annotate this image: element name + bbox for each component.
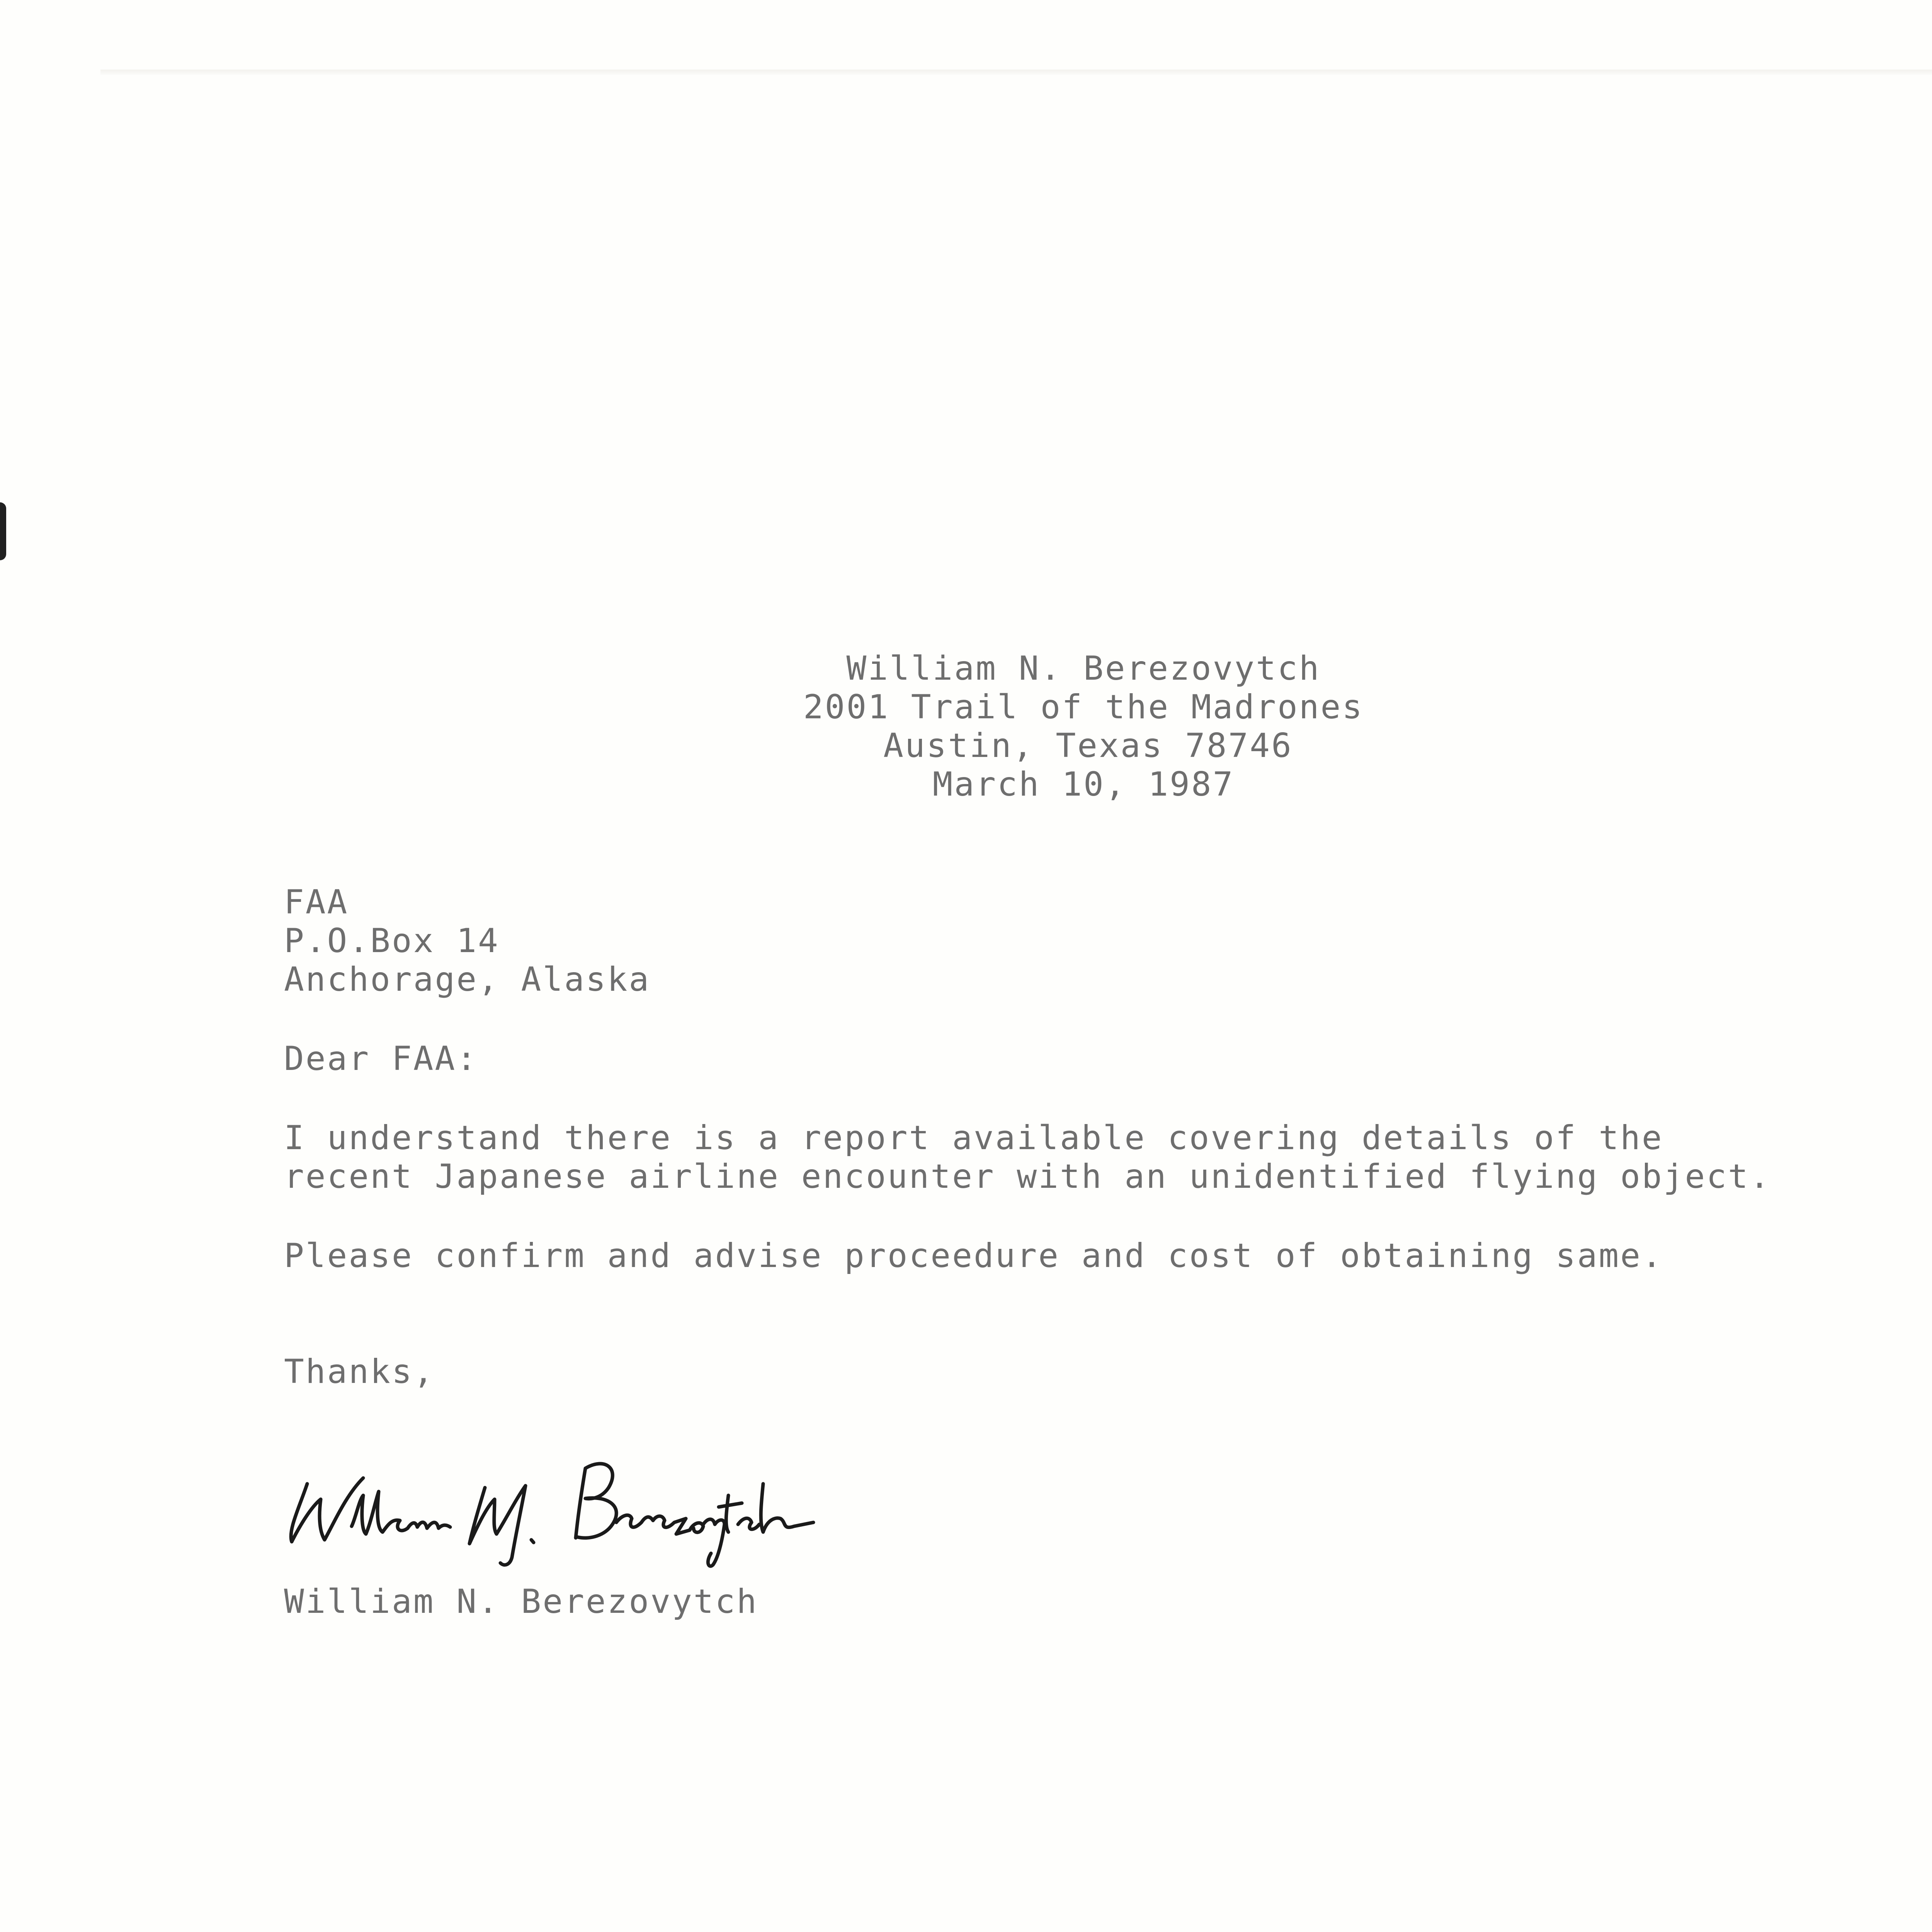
typed-signature-name: William N. Berezovytch [284,1582,759,1621]
sender-header [0,649,1932,804]
sender-street: 2001 Trail of the Madrones [803,688,1364,726]
recipient-box: P.O.Box 14 [284,922,500,960]
salutation: Dear FAA: [284,1039,478,1078]
binder-mark [0,502,6,560]
handwritten-signature [284,1441,817,1569]
sender-name: William N. Berezovytch [846,649,1321,688]
sender-city: Austin, Texas 78746 [883,726,1293,765]
body-paragraph1-line1: I understand there is a report available covering details of the [284,1119,1663,1157]
body-paragraph1-line2: recent Japanese airline encounter with an unidentified flying object. [284,1157,1771,1196]
letter-date: March 10, 1987 [932,765,1235,804]
recipient-address [284,883,650,999]
closing: Thanks, [284,1352,435,1391]
body-paragraph2: Please confirm and advise proceedure and cost of obtaining same. [284,1236,1663,1275]
paper-top-edge [100,70,1932,75]
recipient-city: Anchorage, Alaska [284,960,651,999]
recipient-name: FAA [284,883,349,922]
